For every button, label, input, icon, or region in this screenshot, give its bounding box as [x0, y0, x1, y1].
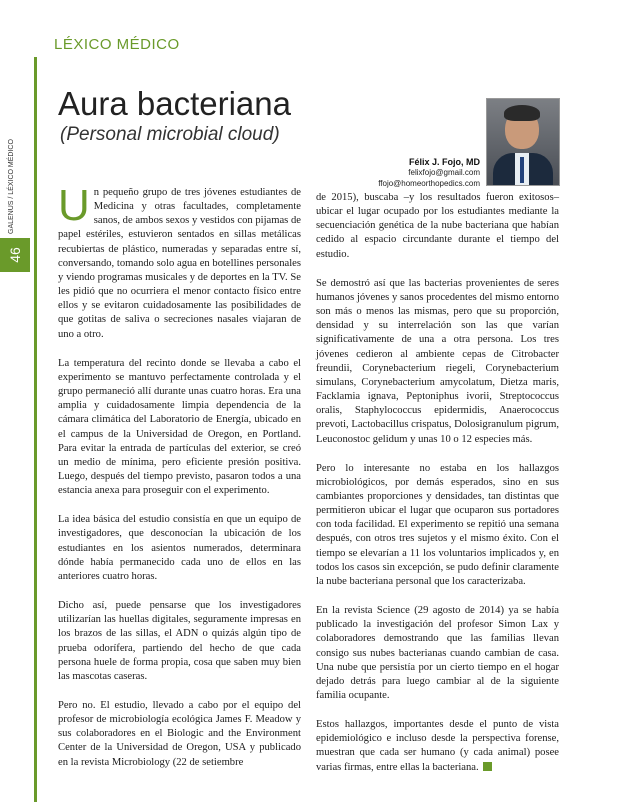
paragraph: de 2015), buscaba –y los resultados fueron exitosos– ubicar el lugar ocupado por los estudiantes mediante la secuenciación genética de la nube bacteriana que habían cedido al espacio circundante durante el tiempo del estudio. — [316, 192, 559, 260]
paragraph: La idea básica del estudio consistía en que un equipo de investigadores, que desconocían la ubicación de los estudiantes en los asientos numerados, determinara dónde había permanecido cada uno de ellos en las anteriores cuatro horas. — [58, 514, 301, 582]
paragraph: En la revista Science (29 agosto de 2014) ya se había publicado la investigación del profesor Simon Lax y colaboradores demostrando que las familias llevan consigo sus nubes bacterianas cuando cambian de casa. Una nube que persistía por un cierto tiempo en el hogar dejado detrás para luego cambiar al de la siguiente familia ocupante. — [316, 605, 559, 701]
article-title: Aura bacteriana — [58, 85, 291, 122]
paragraph: Dicho así, puede pensarse que los investigadores utilizarían las huellas digitales, seguramente impresas en los brazos de las sillas, el ADN o quizás algún tipo de prueba odorífera, partiendo del hecho de que cada persona huele de forma propia, cosa que saben muy bien las mascotas caseras. — [58, 600, 301, 682]
article-column-left — [58, 181, 301, 785]
article-subtitle: (Personal microbial cloud) — [60, 124, 280, 145]
paragraph: Pero lo interesante no estaba en los hallazgos microbiológicos, por demás esperados, sino en sus cambiantes proporciones y densidades, tan distintas que permitieron ubicar el lugar que ocuparon sus portadores con toda facilidad. El experimento se repitió una semana después, con otros tres sujetos y el mismo éxito. Con el tiempo se elevarían a 11 los voluntarios implicados y, en todos los casos sin excepción, se pudo definir claramente la nube bacteriana personal que los caracterizaba. — [316, 462, 559, 587]
section-label: LÉXICO MÉDICO — [54, 36, 180, 53]
drop-cap: U — [58, 181, 90, 230]
page-number: 46 — [6, 247, 23, 263]
article-column-right — [316, 191, 559, 790]
paragraph: Estos hallazgos, importantes desde el punto de vista epidemiológico e incluso desde la perspectiva forense, muestran que cada ser humano (y cada animal) posee varias firmas, entre ellas la bacteriana. — [316, 719, 559, 773]
author-photo — [486, 98, 560, 186]
author-byline — [378, 157, 480, 189]
paragraph: Un pequeño grupo de tres jóvenes estudiantes de Medicina y otras facultades, completamente sanos, de ambos sexos y vestidos con pijamas de papel estériles, estuvieron sentados en sillas metálicas recubiertas de plástico, numeradas y separadas entre sí, conversando, tomando solo agua en botellines personales y viendo programas musicales y de deportes en la TV. Se les pidió que no ocurriera el menor contacto físico entre ellos y se evitaron cuidadosamente las posibilidades de que gotitas de saliva o secreciones nasales viajaran de uno a otro. — [58, 181, 301, 340]
paragraph: La temperatura del recinto donde se llevaba a cabo el experimento se mantuvo perfectamente controlada y el grupo permaneció allí durante unas cuatro horas. Era una amplia y cuidadosamente limpia dependencia de la cámara climática del Laboratorio de Energía, ubicado en el campus de la Universidad de Oregon, en Portland. Para evitar la entrada de partículas del exterior, se creó un medio de mínima, pero eficiente presión positiva. Luego, después del tiempo previsto, pasaron todos a una estancia anexa para proseguir con el experimento. — [58, 357, 301, 497]
page-number-tab — [0, 238, 30, 272]
author-email-2: ffojo@homeorthopedics.com — [378, 179, 480, 188]
side-rule — [34, 57, 37, 802]
paragraph: Se demostró así que las bacterias provenientes de seres humanos jóvenes y sanos procedentes del mismo entorno son más o menos las mismas, pero que su proporción, densidad y su interrelación son las que varían significativamente de una a otra persona. Los tres jóvenes cedieron al ambiente cepas de Citrobacter freundii, Corynebacterium riegeli, Corynebacterium simulans, Corynebacterium amycolatum, Dietza maris, Facklamia ignava, Peptoniphus ivorii, Streptococcus oralis, Staphylococcus epidermidis, Anaerococcus prevoti, Lactobacillus crispatus, Dolosigranulum pigrum, Leuconostoc gelidum y unas 10 o 12 especies más. — [316, 277, 559, 445]
author-email-1: felixfojo@gmail.com — [408, 168, 480, 177]
running-header-text: GALENUS / LÉXICO MÉDICO — [8, 139, 15, 234]
author-name: Félix J. Fojo, MD — [408, 157, 480, 167]
paragraph: Pero no. El estudio, llevado a cabo por el equipo del profesor de microbiología ecológica James F. Meadow y sus colaboradores en el Biologic and the Environment Center de la Universidad de Oregon, USA y publicado en la revista Microbiology (22 de setiembre — [58, 700, 301, 768]
end-mark-icon — [483, 762, 492, 771]
